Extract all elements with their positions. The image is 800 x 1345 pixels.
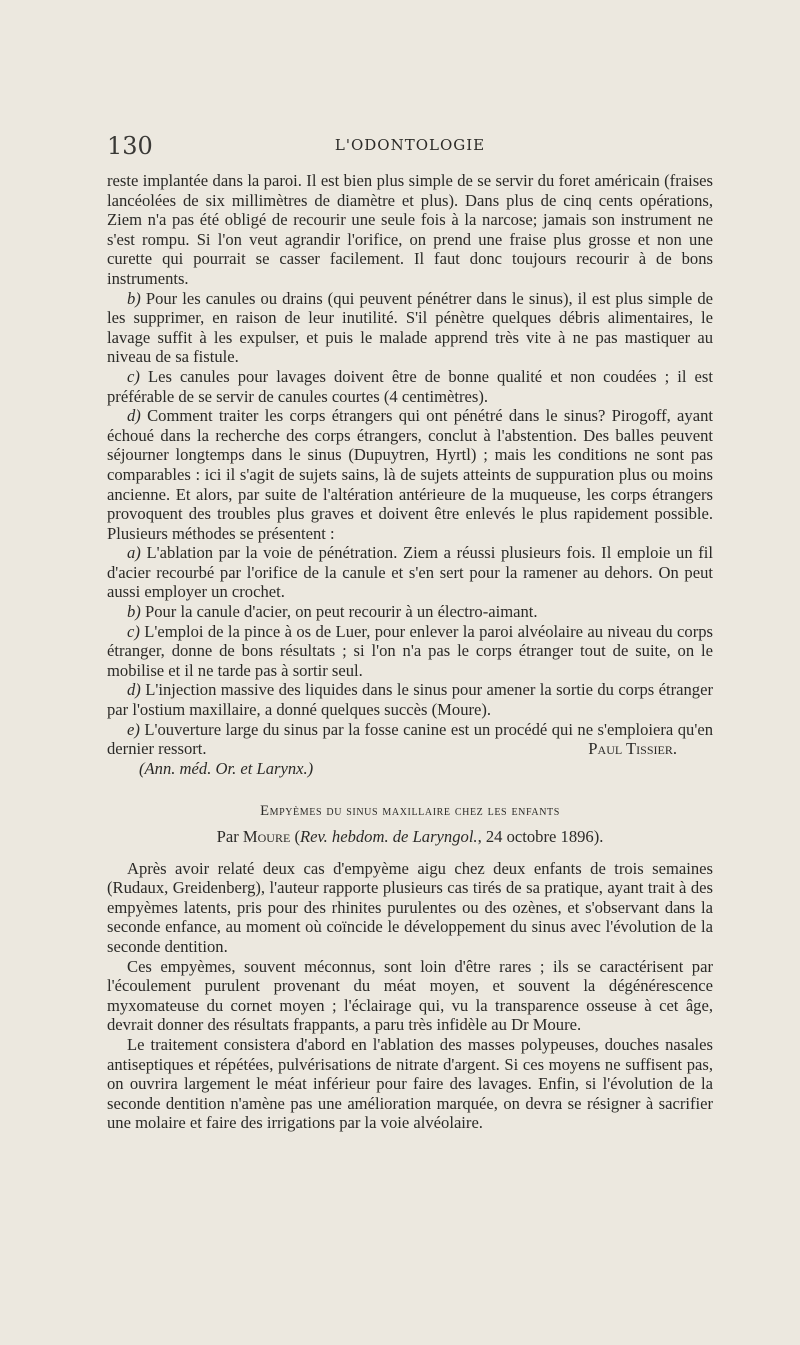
item-label: b): [127, 288, 141, 308]
page-number: 130: [107, 132, 153, 160]
page-body: [107, 171, 713, 1133]
page-header: [107, 132, 713, 162]
item-label: a): [127, 543, 141, 563]
article-byline: Par Moure (Rev. hebdom. de Laryngol., 24 octobre 1896).: [216, 827, 604, 846]
paragraph: e) L'ouverture large du sinus par la fosse canine est un procédé qui ne s'emploiera qu'en dernier ressort. Paul Tissier.: [107, 719, 713, 759]
paragraph: c) L'emploi de la pince à os de Luer, pour enlever la paroi alvéolaire au niveau du corps étranger, donne de bons résultats ; si l'on n'a pas le corps étranger tout de suite, on le mobilise et il ne tarde pas à sortir seul.: [107, 621, 713, 680]
author-signature: Paul Tissier.: [588, 739, 677, 759]
paragraph: b) Pour la canule d'acier, on peut recourir à un électro-aimant.: [127, 602, 538, 622]
article-title: Empyèmes du sinus maxillaire chez les enfants: [260, 803, 560, 820]
paragraph: Ces empyèmes, souvent méconnus, sont loin d'être rares ; ils se caractérisent par l'écoulement purulent provenant du méat moyen, et souvent la dégénérescence myxomateuse du cornet moyen ; l'éclairage qui, vu la transparence osseuse à cet âge, devrait donner des résultats frappants, a paru très infidèle au Dr Moure.: [107, 956, 713, 1035]
byline-author: Moure: [242, 827, 291, 846]
paragraph: c) Les canules pour lavages doivent être de bonne qualité et non coudées ; il est préférable de se servir de canules courtes (4 centimètres).: [107, 366, 713, 406]
paragraph: Le traitement consistera d'abord en l'ablation des masses polypeuses, douches nasales antiseptiques et répétées, pulvérisations de nitrate d'argent. Si ces moyens ne suffisent pas, on ouvrira largement le méat inférieur pour faire des lavages. Enfin, si l'évolution de la seconde dentition n'amène pas une amélioration marquée, on devra se résigner à sacrifier une molaire et faire des irrigations par la voie alvéolaire.: [107, 1034, 713, 1133]
paragraph: a) L'ablation par la voie de pénétration. Ziem a réussi plusieurs fois. Il emploie un fil d'acier recourbé par l'orifice de la canule et s'en sert pour la ramener au dehors. On peut aussi employer un crochet.: [107, 543, 713, 602]
item-label: d): [127, 680, 141, 700]
source-citation: (Ann. méd. Or. et Larynx.): [139, 758, 314, 778]
item-label: c): [127, 621, 140, 641]
item-label: c): [127, 366, 140, 386]
item-label: b): [127, 602, 141, 622]
paragraph: Après avoir relaté deux cas d'empyème aigu chez deux enfants de trois semaines (Rudaux, Greidenberg), l'auteur rapporte plusieurs cas tirés de sa pratique, ayant trait à des empyèmes latents, pris pour des rhinites purulentes ou des ozènes, et s'observant dans la seconde enfance, au moment où coïncide le développement du sinus avec l'évolution de la seconde dentition.: [107, 858, 713, 956]
paragraph: reste implantée dans la paroi. Il est bien plus simple de se servir du foret américain (fraises lancéolées de six millimètres de diamètre et plus). Dans plus de cinq cents opérations, Ziem n'a pas été obligé de recourir une seule fois à la narcose; jamais son instrument ne s'est rompu. Si l'on veut agrandir l'orifice, on prend une fraise plus grosse et non une curette qui pourrait se casser facilement. Il faut donc toujours recourir à de bons instruments.: [107, 171, 713, 288]
item-label: d): [127, 406, 141, 426]
paragraph: d) L'injection massive des liquides dans le sinus pour amener la sortie du corps étranger par l'ostium maxillaire, a donné quelques succès (Moure).: [107, 680, 713, 720]
item-label: e): [127, 719, 140, 739]
byline-source: Rev. hebdom. de Laryngol.: [300, 827, 478, 846]
running-head: L'ODONTOLOGIE: [334, 136, 486, 154]
paragraph: d) Comment traiter les corps étrangers qui ont pénétré dans le sinus? Pirogoff, ayant échoué dans la recherche des corps étrangers, conclut à l'abstention. Des balles peuvent séjourner longtemps dans le sinus (Dupuytren, Hyrtl) ; mais les conditions ne sont pas comparables : ici il s'agit de sujets sains, là de sujets atteints de suppuration plus ou moins ancienne. Et alors, par suite de l'altération antérieure de la muqueuse, les corps étrangers provoquent des troubles plus graves et doivent être enlevés le plus rapidement possible. Plusieurs méthodes se présentent :: [107, 406, 713, 543]
paragraph: b) Pour les canules ou drains (qui peuvent pénétrer dans le sinus), il est plus simple de les supprimer, en raison de leur inutilité. S'il pénètre quelques débris alimentaires, le lavage suffit à les expulser, et puis le malade apprend très vite à ne pas mastiquer au niveau de sa fistule.: [107, 288, 713, 367]
